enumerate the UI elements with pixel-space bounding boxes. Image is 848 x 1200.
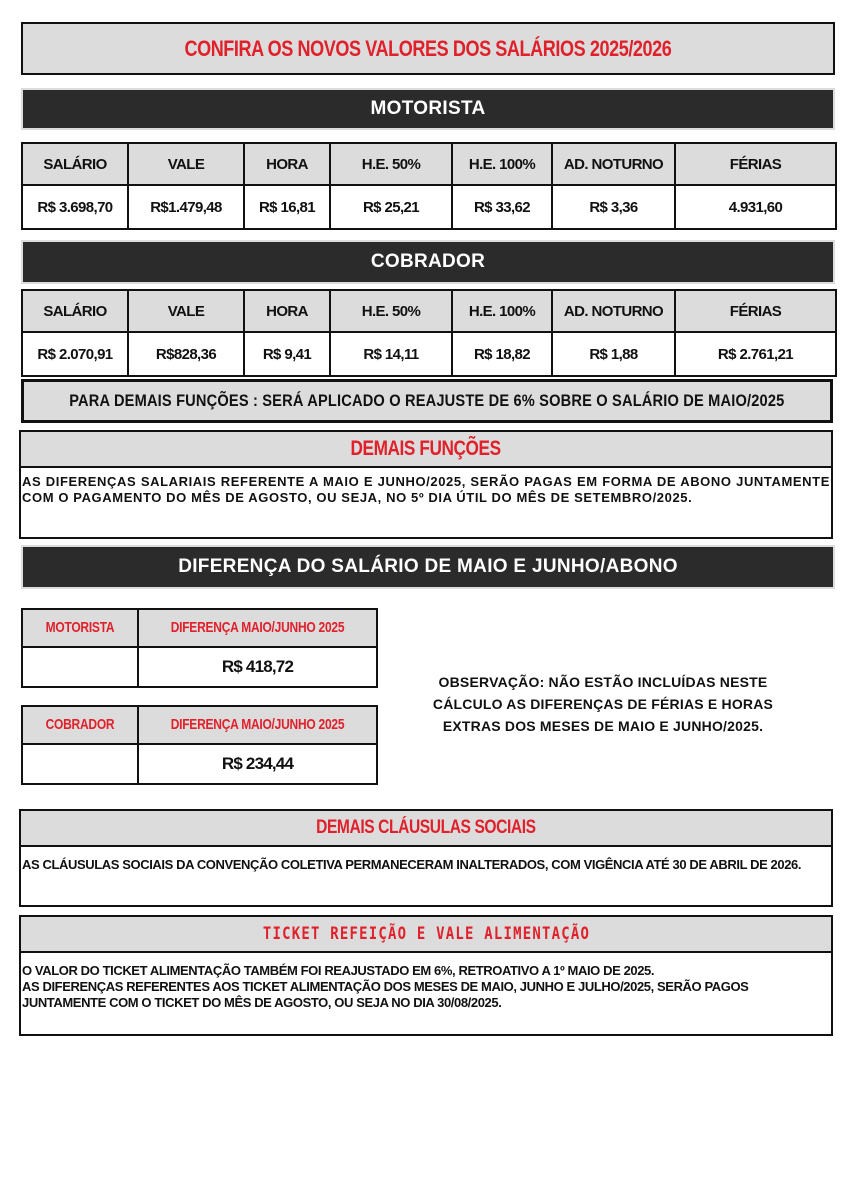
cobrador-diferenca-value: R$ 234,44 [138,744,377,784]
column-header: H.E. 100% [452,143,552,185]
ticket-line: O VALOR DO TICKET ALIMENTAÇÃO TAMBÉM FOI REAJUSTADO EM 6%, RETROATIVO A 1º MAIO DE 2025. [22,963,655,978]
clausulas-body [19,845,833,907]
clausulas-title: DEMAIS CLÁUSULAS SOCIAIS [316,817,536,838]
motorista-label: MOTORISTA [45,619,115,636]
clausulas-header [19,809,833,847]
table-cell: R$ 25,21 [330,185,452,229]
column-header: SALÁRIO [22,143,128,185]
observacao-line: OBSERVAÇÃO: NÃO ESTÃO INCLUÍDAS NESTE [438,674,768,690]
diferenca-header: DIFERENÇA MAIO/JUNHO 2025 [170,716,345,733]
cobrador-title: COBRADOR [370,251,486,272]
motorista-banner [21,88,835,130]
ticket-line: AS DIFERENÇAS REFERENTES AOS TICKET ALIMENTAÇÃO DOS MESES DE MAIO, JUNHO E JULHO/2025, SERÃO PAGOS JUNTAMENTE COM O TICKET DO MÊS DE AGOSTO, OU SEJA NO DIA 30/08/2025. [22,979,749,1010]
cobrador-label: COBRADOR [45,716,115,733]
ticket-header [19,915,833,953]
cobrador-diferenca-table [21,705,378,785]
table-cell: R$828,36 [128,332,244,376]
column-header: VALE [128,143,244,185]
table-cell: R$1.479,48 [128,185,244,229]
clausulas-text: AS CLÁUSULAS SOCIAIS DA CONVENÇÃO COLETIVA PERMANECERAM INALTERADOS, COM VIGÊNCIA ATÉ 30 DE ABRIL DE 2026. [22,857,802,872]
table-cell: R$ 18,82 [452,332,552,376]
demais-funcoes-text: AS DIFERENÇAS SALARIAIS REFERENTE A MAIO E JUNHO/2025, SERÃO PAGAS EM FORMA DE ABONO JUNTAMENTE COM O PAGAMENTO DO MÊS DE AGOSTO, OU SEJA, NO 5º DIA ÚTIL DO MÊS DE SETEMBRO/2025. [22,474,830,505]
demais-funcoes-title: DEMAIS FUNÇÕES [350,437,502,460]
diferenca-banner [21,545,835,589]
page-header [21,22,835,75]
column-header: HORA [244,143,330,185]
column-header: HORA [244,290,330,332]
observacao-line: CÁLCULO AS DIFERENÇAS DE FÉRIAS E HORAS [432,696,774,712]
ticket-title: TICKET REFEIÇÃO E VALE ALIMENTAÇÃO [262,924,590,944]
ticket-text [22,963,832,1011]
column-header: VALE [128,290,244,332]
table-cell: R$ 3.698,70 [22,185,128,229]
motorista-title: MOTORISTA [370,98,486,119]
page-title: CONFIRA OS NOVOS VALORES DOS SALÁRIOS 2025/2026 [184,35,672,61]
table-cell: R$ 3,36 [552,185,675,229]
motorista-table [21,142,837,230]
table-cell: R$ 2.761,21 [675,332,836,376]
cobrador-table [21,289,837,377]
demais-funcoes-banner [21,379,833,423]
table-cell: R$ 33,62 [452,185,552,229]
observacao-note [396,671,810,737]
column-header: FÉRIAS [675,290,836,332]
column-header: H.E. 50% [330,290,452,332]
motorista-diferenca-value: R$ 418,72 [138,647,377,687]
table-cell: R$ 2.070,91 [22,332,128,376]
diferenca-title: DIFERENÇA DO SALÁRIO DE MAIO E JUNHO/ABONO [178,556,678,577]
table-cell: R$ 16,81 [244,185,330,229]
column-header: SALÁRIO [22,290,128,332]
column-header: H.E. 100% [452,290,552,332]
observacao-line: EXTRAS DOS MESES DE MAIO E JUNHO/2025. [442,718,764,734]
table-cell: R$ 9,41 [244,332,330,376]
column-header: H.E. 50% [330,143,452,185]
demais-funcoes-header [19,430,833,468]
diferenca-header: DIFERENÇA MAIO/JUNHO 2025 [170,619,345,636]
table-cell: R$ 1,88 [552,332,675,376]
motorista-diferenca-table [21,608,378,688]
column-header: AD. NOTURNO [552,143,675,185]
column-header: FÉRIAS [675,143,836,185]
table-cell: 4.931,60 [675,185,836,229]
table-cell: R$ 14,11 [330,332,452,376]
cobrador-banner [21,240,835,284]
column-header: AD. NOTURNO [552,290,675,332]
empty-cell [22,647,138,687]
empty-cell [22,744,138,784]
demais-funcoes-banner-text: PARA DEMAIS FUNÇÕES : SERÁ APLICADO O REAJUSTE DE 6% SOBRE O SALÁRIO DE MAIO/2025 [69,391,785,410]
